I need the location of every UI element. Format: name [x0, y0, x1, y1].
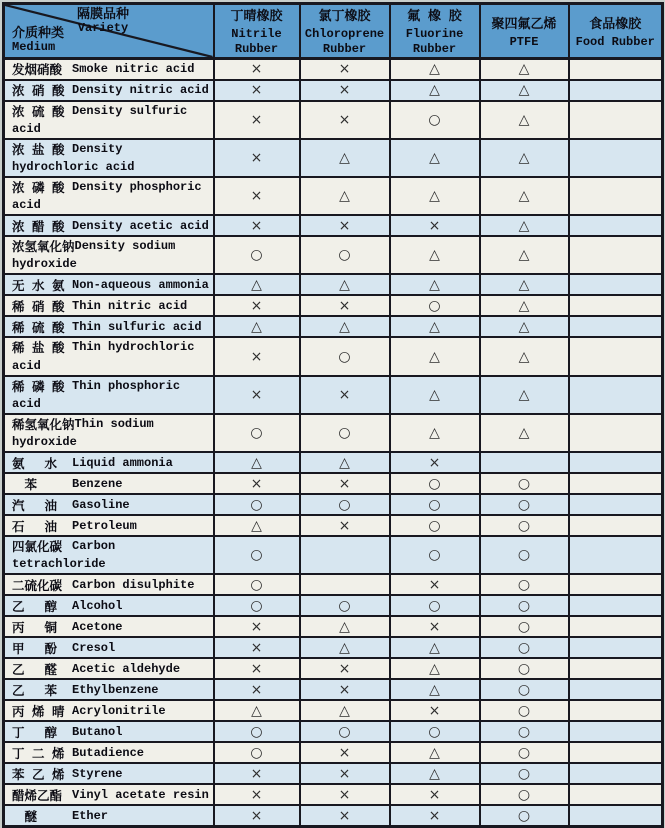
- medium-name-cell: [4, 595, 214, 616]
- table-row-density-nitric-acid: [4, 80, 663, 101]
- medium-name-en: Cresol: [72, 640, 116, 655]
- medium-name-zh: 无 水 氨: [12, 279, 65, 294]
- table-row-acrylonitrile: [4, 700, 663, 721]
- resistance-cell-fluorine-rubber: △: [390, 316, 480, 337]
- resistance-cell-chloroprene-rubber: △: [300, 452, 390, 473]
- column-header-en: Nitrile Rubber: [231, 27, 282, 56]
- medium-name-en: Density phosphoric acid: [12, 179, 202, 212]
- medium-name-en: Butadience: [72, 745, 145, 760]
- column-header-nitrile-rubber: [214, 4, 300, 59]
- resistance-cell-food-rubber: [569, 473, 663, 494]
- resistance-cell-fluorine-rubber: △: [390, 236, 480, 274]
- resistance-cell-nitrile-rubber: ×: [214, 784, 300, 805]
- medium-name-zh: 丙 烯 晴: [12, 705, 65, 720]
- resistance-cell-fluorine-rubber: ×: [390, 616, 480, 637]
- medium-name-en: Ether: [72, 808, 109, 823]
- table-row-acetone: [4, 616, 663, 637]
- resistance-cell-nitrile-rubber: ×: [214, 337, 300, 375]
- medium-name-zh: 丁 二 烯: [12, 747, 65, 762]
- resistance-cell-food-rubber: [569, 595, 663, 616]
- table-row-benzene: [4, 473, 663, 494]
- resistance-cell-food-rubber: [569, 700, 663, 721]
- resistance-cell-nitrile-rubber: ○: [214, 236, 300, 274]
- resistance-cell-fluorine-rubber: ○: [390, 595, 480, 616]
- table-row-density-phosphoric-acid: [4, 177, 663, 215]
- medium-name-cell: [4, 616, 214, 637]
- resistance-cell-fluorine-rubber: △: [390, 658, 480, 679]
- resistance-cell-fluorine-rubber: △: [390, 763, 480, 784]
- resistance-cell-food-rubber: [569, 452, 663, 473]
- medium-name-cell: [4, 536, 214, 574]
- resistance-cell-chloroprene-rubber: ○: [300, 721, 390, 742]
- medium-name-zh: 浓氢氧化钠: [12, 241, 75, 256]
- medium-name-cell: [4, 515, 214, 536]
- resistance-cell-chloroprene-rubber: ×: [300, 101, 390, 139]
- medium-name-en: Gasoline: [72, 497, 130, 512]
- resistance-cell-ptfe: ○: [480, 679, 569, 700]
- medium-name-zh: 四氯化碳: [12, 541, 63, 556]
- resistance-cell-nitrile-rubber: ○: [214, 536, 300, 574]
- resistance-cell-ptfe: △: [480, 316, 569, 337]
- resistance-cell-nitrile-rubber: ×: [214, 139, 300, 177]
- table-row-gasoline: [4, 494, 663, 515]
- medium-name-cell: [4, 177, 214, 215]
- medium-name-en: Thin sodium hydroxide: [12, 416, 154, 449]
- resistance-cell-fluorine-rubber: △: [390, 337, 480, 375]
- medium-name-en: Smoke nitric acid: [72, 62, 195, 77]
- medium-name-cell: [4, 376, 214, 414]
- medium-name-zh: 醋烯乙酯: [12, 789, 63, 804]
- medium-name-cell: [4, 452, 214, 473]
- table-row-alcohol: [4, 595, 663, 616]
- medium-name-en: Alcohol: [72, 598, 123, 613]
- resistance-cell-ptfe: △: [480, 337, 569, 375]
- resistance-cell-nitrile-rubber: ○: [214, 414, 300, 452]
- table-row-non-aqueous-ammonia: [4, 274, 663, 295]
- resistance-cell-ptfe: [480, 452, 569, 473]
- resistance-cell-nitrile-rubber: ×: [214, 295, 300, 316]
- resistance-cell-fluorine-rubber: ○: [390, 721, 480, 742]
- table-row-ethylbenzene: [4, 679, 663, 700]
- column-header-en: Food Rubber: [575, 34, 655, 49]
- medium-name-en: Acrylonitrile: [72, 703, 166, 718]
- medium-name-cell: [4, 473, 214, 494]
- resistance-cell-chloroprene-rubber: △: [300, 637, 390, 658]
- column-header-chloroprene-rubber: [300, 4, 390, 59]
- resistance-cell-food-rubber: [569, 742, 663, 763]
- resistance-cell-ptfe: △: [480, 414, 569, 452]
- resistance-cell-food-rubber: [569, 494, 663, 515]
- resistance-cell-ptfe: △: [480, 376, 569, 414]
- resistance-cell-food-rubber: [569, 101, 663, 139]
- resistance-cell-ptfe: ○: [480, 784, 569, 805]
- medium-name-en: Butanol: [72, 724, 123, 739]
- resistance-cell-nitrile-rubber: ×: [214, 616, 300, 637]
- medium-name-cell: [4, 805, 214, 826]
- resistance-cell-food-rubber: [569, 414, 663, 452]
- medium-name-zh: 发烟硝酸: [12, 64, 63, 79]
- resistance-cell-ptfe: ○: [480, 494, 569, 515]
- medium-name-cell: [4, 414, 214, 452]
- medium-name-cell: [4, 215, 214, 236]
- table-row-petroleum: [4, 515, 663, 536]
- medium-name-en: Thin hydrochloric acid: [12, 340, 195, 373]
- resistance-cell-nitrile-rubber: ×: [214, 177, 300, 215]
- medium-name-zh: 浓 醋 酸: [12, 220, 65, 235]
- medium-name-zh: 甲 酚: [12, 642, 58, 657]
- medium-name-en: Styrene: [72, 766, 123, 781]
- table-row-thin-sulfuric-acid: [4, 316, 663, 337]
- resistance-cell-chloroprene-rubber: [300, 574, 390, 595]
- medium-name-cell: [4, 236, 214, 274]
- medium-name-zh: 稀 硫 酸: [12, 321, 65, 336]
- resistance-cell-food-rubber: [569, 763, 663, 784]
- resistance-cell-fluorine-rubber: ○: [390, 494, 480, 515]
- resistance-cell-fluorine-rubber: △: [390, 80, 480, 101]
- table-row-acetic-aldehyde: [4, 658, 663, 679]
- medium-name-cell: [4, 337, 214, 375]
- medium-name-zh: 浓 硝 酸: [12, 84, 65, 99]
- resistance-cell-food-rubber: [569, 80, 663, 101]
- column-header-en: PTFE: [509, 34, 539, 49]
- medium-name-cell: [4, 494, 214, 515]
- table-body: [4, 59, 663, 827]
- resistance-cell-nitrile-rubber: ○: [214, 595, 300, 616]
- resistance-cell-nitrile-rubber: ×: [214, 59, 300, 80]
- table-row-thin-hydrochloric-acid: [4, 337, 663, 375]
- resistance-cell-nitrile-rubber: △: [214, 274, 300, 295]
- resistance-cell-chloroprene-rubber: ×: [300, 59, 390, 80]
- resistance-cell-fluorine-rubber: △: [390, 177, 480, 215]
- resistance-cell-nitrile-rubber: ×: [214, 101, 300, 139]
- resistance-cell-food-rubber: [569, 337, 663, 375]
- column-header-zh: 食品橡胶: [589, 16, 642, 32]
- resistance-cell-fluorine-rubber: ×: [390, 215, 480, 236]
- table-row-density-sodium-hydroxide: [4, 236, 663, 274]
- medium-name-en: Acetic aldehyde: [72, 661, 181, 676]
- medium-name-en: Thin sulfuric acid: [72, 319, 202, 334]
- chemical-resistance-table: [2, 2, 664, 828]
- resistance-cell-fluorine-rubber: △: [390, 139, 480, 177]
- resistance-cell-ptfe: △: [480, 295, 569, 316]
- resistance-cell-nitrile-rubber: ○: [214, 494, 300, 515]
- resistance-cell-fluorine-rubber: △: [390, 274, 480, 295]
- resistance-cell-food-rubber: [569, 658, 663, 679]
- resistance-cell-chloroprene-rubber: ×: [300, 295, 390, 316]
- table-row-smoke-nitric-acid: [4, 59, 663, 80]
- resistance-cell-fluorine-rubber: ×: [390, 452, 480, 473]
- medium-name-cell: [4, 742, 214, 763]
- resistance-cell-chloroprene-rubber: ×: [300, 515, 390, 536]
- medium-name-zh: 苯: [12, 478, 38, 493]
- resistance-cell-nitrile-rubber: △: [214, 515, 300, 536]
- resistance-cell-food-rubber: [569, 574, 663, 595]
- table-row-butanol: [4, 721, 663, 742]
- resistance-cell-food-rubber: [569, 139, 663, 177]
- resistance-cell-chloroprene-rubber: △: [300, 139, 390, 177]
- medium-name-cell: [4, 574, 214, 595]
- table-row-thin-sodium-hydroxide: [4, 414, 663, 452]
- resistance-cell-ptfe: ○: [480, 805, 569, 826]
- medium-name-cell: [4, 59, 214, 80]
- medium-name-zh: 丙 铜: [12, 621, 58, 636]
- medium-name-en: Acetone: [72, 619, 123, 634]
- resistance-cell-nitrile-rubber: ×: [214, 637, 300, 658]
- resistance-cell-ptfe: ○: [480, 616, 569, 637]
- resistance-cell-fluorine-rubber: △: [390, 376, 480, 414]
- medium-name-zh: 醚: [12, 810, 38, 825]
- resistance-cell-chloroprene-rubber: ×: [300, 679, 390, 700]
- resistance-cell-chloroprene-rubber: △: [300, 616, 390, 637]
- resistance-cell-chloroprene-rubber: ○: [300, 494, 390, 515]
- table-row-vinyl-acetate-resin: [4, 784, 663, 805]
- resistance-cell-fluorine-rubber: ×: [390, 700, 480, 721]
- column-header-zh: 丁晴橡胶: [230, 9, 283, 24]
- resistance-cell-chloroprene-rubber: △: [300, 274, 390, 295]
- resistance-cell-food-rubber: [569, 236, 663, 274]
- resistance-cell-nitrile-rubber: ×: [214, 658, 300, 679]
- column-header-zh: 氟 橡 胶: [407, 9, 462, 24]
- resistance-cell-food-rubber: [569, 177, 663, 215]
- table-row-density-acetic-acid: [4, 215, 663, 236]
- medium-name-en: Thin nitric acid: [72, 298, 188, 313]
- resistance-cell-chloroprene-rubber: ×: [300, 658, 390, 679]
- medium-name-en: Density nitric acid: [72, 82, 209, 97]
- resistance-cell-nitrile-rubber: ○: [214, 721, 300, 742]
- resistance-cell-ptfe: ○: [480, 763, 569, 784]
- resistance-cell-ptfe: ○: [480, 742, 569, 763]
- resistance-cell-food-rubber: [569, 295, 663, 316]
- medium-name-en: Thin phosphoric acid: [12, 378, 181, 411]
- resistance-cell-chloroprene-rubber: ×: [300, 80, 390, 101]
- resistance-cell-ptfe: ○: [480, 700, 569, 721]
- resistance-cell-fluorine-rubber: ×: [390, 784, 480, 805]
- medium-name-en: Carbon disulphite: [72, 577, 195, 592]
- column-header-fluorine-rubber: [390, 4, 480, 59]
- resistance-cell-chloroprene-rubber: [300, 536, 390, 574]
- medium-name-cell: [4, 295, 214, 316]
- medium-name-cell: [4, 274, 214, 295]
- resistance-cell-food-rubber: [569, 376, 663, 414]
- medium-name-zh: 稀氢氧化钠: [12, 418, 75, 433]
- medium-name-zh: 乙 醛: [12, 663, 58, 678]
- resistance-cell-nitrile-rubber: ×: [214, 763, 300, 784]
- resistance-cell-fluorine-rubber: ×: [390, 574, 480, 595]
- medium-name-en: Vinyl acetate resin: [72, 787, 209, 802]
- resistance-cell-fluorine-rubber: ×: [390, 805, 480, 826]
- resistance-cell-nitrile-rubber: ×: [214, 473, 300, 494]
- medium-name-cell: [4, 721, 214, 742]
- column-header-en: Fluorine Rubber: [405, 27, 464, 56]
- medium-name-zh: 浓 硫 酸: [12, 105, 65, 120]
- resistance-cell-food-rubber: [569, 536, 663, 574]
- resistance-cell-chloroprene-rubber: ○: [300, 595, 390, 616]
- table-row-liquid-ammonia: [4, 452, 663, 473]
- resistance-cell-ptfe: △: [480, 80, 569, 101]
- medium-name-en: Liquid ammonia: [72, 455, 173, 470]
- medium-name-zh: 丁 醇: [12, 726, 58, 741]
- medium-name-cell: [4, 763, 214, 784]
- variety-corner-label: [77, 8, 129, 35]
- resistance-cell-food-rubber: [569, 316, 663, 337]
- resistance-cell-food-rubber: [569, 515, 663, 536]
- resistance-cell-chloroprene-rubber: ×: [300, 805, 390, 826]
- resistance-cell-nitrile-rubber: ○: [214, 574, 300, 595]
- medium-name-en: Petroleum: [72, 518, 137, 533]
- medium-name-zh: 氨 水: [12, 457, 58, 472]
- resistance-cell-nitrile-rubber: ×: [214, 679, 300, 700]
- resistance-cell-chloroprene-rubber: ○: [300, 414, 390, 452]
- resistance-cell-ptfe: △: [480, 139, 569, 177]
- resistance-cell-nitrile-rubber: ×: [214, 805, 300, 826]
- resistance-cell-food-rubber: [569, 274, 663, 295]
- table-row-carbon-disulphite: [4, 574, 663, 595]
- resistance-cell-fluorine-rubber: ○: [390, 473, 480, 494]
- medium-label-zh: 介质种类: [12, 25, 65, 41]
- medium-label-en: Medium: [12, 39, 56, 54]
- resistance-cell-chloroprene-rubber: ×: [300, 215, 390, 236]
- medium-name-en: Density sodium hydroxide: [12, 239, 176, 272]
- medium-name-en: Benzene: [72, 476, 123, 491]
- medium-name-cell: [4, 784, 214, 805]
- column-header-food-rubber: [569, 4, 663, 59]
- resistance-cell-chloroprene-rubber: ×: [300, 784, 390, 805]
- resistance-cell-fluorine-rubber: ○: [390, 101, 480, 139]
- resistance-cell-ptfe: ○: [480, 595, 569, 616]
- resistance-cell-chloroprene-rubber: △: [300, 177, 390, 215]
- medium-name-cell: [4, 700, 214, 721]
- resistance-cell-chloroprene-rubber: ×: [300, 742, 390, 763]
- table-row-carbon-tetrachloride: [4, 536, 663, 574]
- resistance-cell-nitrile-rubber: ○: [214, 742, 300, 763]
- resistance-cell-ptfe: △: [480, 215, 569, 236]
- resistance-cell-food-rubber: [569, 805, 663, 826]
- column-header-ptfe: [480, 4, 569, 59]
- medium-name-zh: 乙 醇: [12, 600, 58, 615]
- medium-name-cell: [4, 139, 214, 177]
- table-row-cresol: [4, 637, 663, 658]
- medium-name-zh: 浓 磷 酸: [12, 181, 65, 196]
- medium-name-cell: [4, 80, 214, 101]
- resistance-cell-ptfe: △: [480, 177, 569, 215]
- table-row-thin-phosphoric-acid: [4, 376, 663, 414]
- medium-name-cell: [4, 101, 214, 139]
- resistance-cell-ptfe: ○: [480, 637, 569, 658]
- medium-name-cell: [4, 316, 214, 337]
- resistance-cell-chloroprene-rubber: ×: [300, 763, 390, 784]
- medium-name-en: Carbon tetrachloride: [12, 539, 116, 572]
- medium-name-zh: 稀 磷 酸: [12, 380, 65, 395]
- table-row-density-sulfuric-acid: [4, 101, 663, 139]
- resistance-cell-fluorine-rubber: △: [390, 59, 480, 80]
- resistance-cell-chloroprene-rubber: ×: [300, 376, 390, 414]
- resistance-cell-food-rubber: [569, 637, 663, 658]
- medium-name-zh: 二硫化碳: [12, 579, 63, 594]
- medium-name-cell: [4, 637, 214, 658]
- medium-name-zh: 稀 硝 酸: [12, 300, 65, 315]
- resistance-cell-ptfe: ○: [480, 536, 569, 574]
- resistance-cell-food-rubber: [569, 721, 663, 742]
- resistance-cell-nitrile-rubber: △: [214, 316, 300, 337]
- resistance-cell-ptfe: ○: [480, 721, 569, 742]
- table-row-ether: [4, 805, 663, 826]
- resistance-cell-food-rubber: [569, 59, 663, 80]
- medium-name-zh: 乙 苯: [12, 684, 58, 699]
- corner-header-cell: [4, 4, 214, 59]
- resistance-cell-fluorine-rubber: △: [390, 742, 480, 763]
- resistance-cell-nitrile-rubber: ×: [214, 215, 300, 236]
- table-row-thin-nitric-acid: [4, 295, 663, 316]
- resistance-cell-ptfe: ○: [480, 574, 569, 595]
- medium-name-zh: 浓 盐 酸: [12, 143, 65, 158]
- resistance-cell-food-rubber: [569, 215, 663, 236]
- medium-name-cell: [4, 679, 214, 700]
- resistance-cell-nitrile-rubber: △: [214, 700, 300, 721]
- resistance-cell-ptfe: △: [480, 101, 569, 139]
- table-row-styrene: [4, 763, 663, 784]
- medium-name-en: Density sulfuric acid: [12, 103, 188, 136]
- resistance-cell-fluorine-rubber: ○: [390, 536, 480, 574]
- resistance-cell-food-rubber: [569, 784, 663, 805]
- resistance-cell-nitrile-rubber: △: [214, 452, 300, 473]
- medium-name-en: Ethylbenzene: [72, 682, 159, 697]
- resistance-cell-ptfe: ○: [480, 658, 569, 679]
- resistance-cell-ptfe: △: [480, 236, 569, 274]
- table-row-density-hydrochloric-acid: [4, 139, 663, 177]
- resistance-cell-fluorine-rubber: △: [390, 414, 480, 452]
- column-header-zh: 聚四氟乙烯: [491, 16, 557, 32]
- medium-name-zh: 稀 盐 酸: [12, 342, 65, 357]
- resistance-cell-ptfe: ○: [480, 515, 569, 536]
- header-row: [4, 4, 663, 59]
- resistance-cell-chloroprene-rubber: △: [300, 316, 390, 337]
- resistance-cell-fluorine-rubber: ○: [390, 515, 480, 536]
- medium-name-en: Non-aqueous ammonia: [72, 277, 209, 292]
- table-row-butadience: [4, 742, 663, 763]
- column-header-en: Chloroprene Rubber: [304, 27, 385, 56]
- resistance-cell-food-rubber: [569, 679, 663, 700]
- resistance-cell-ptfe: △: [480, 274, 569, 295]
- medium-name-cell: [4, 658, 214, 679]
- resistance-cell-chloroprene-rubber: △: [300, 700, 390, 721]
- column-header-zh: 氯丁橡胶: [318, 9, 371, 24]
- resistance-cell-ptfe: ○: [480, 473, 569, 494]
- resistance-cell-fluorine-rubber: △: [390, 637, 480, 658]
- medium-name-zh: 苯 乙 烯: [12, 768, 65, 783]
- resistance-cell-nitrile-rubber: ×: [214, 376, 300, 414]
- medium-name-en: Density hydrochloric acid: [12, 141, 135, 174]
- medium-name-zh: 石 油: [12, 520, 58, 535]
- resistance-cell-nitrile-rubber: ×: [214, 80, 300, 101]
- variety-label-en: Variety: [77, 21, 129, 36]
- resistance-cell-chloroprene-rubber: ×: [300, 473, 390, 494]
- resistance-cell-fluorine-rubber: ○: [390, 295, 480, 316]
- resistance-cell-fluorine-rubber: △: [390, 679, 480, 700]
- resistance-cell-chloroprene-rubber: ○: [300, 236, 390, 274]
- medium-name-en: Density acetic acid: [72, 218, 209, 233]
- resistance-cell-ptfe: △: [480, 59, 569, 80]
- medium-corner-label: [12, 27, 64, 54]
- resistance-cell-food-rubber: [569, 616, 663, 637]
- resistance-cell-chloroprene-rubber: ○: [300, 337, 390, 375]
- medium-name-zh: 汽 油: [12, 499, 58, 514]
- variety-label-zh: 隔膜品种: [77, 7, 130, 22]
